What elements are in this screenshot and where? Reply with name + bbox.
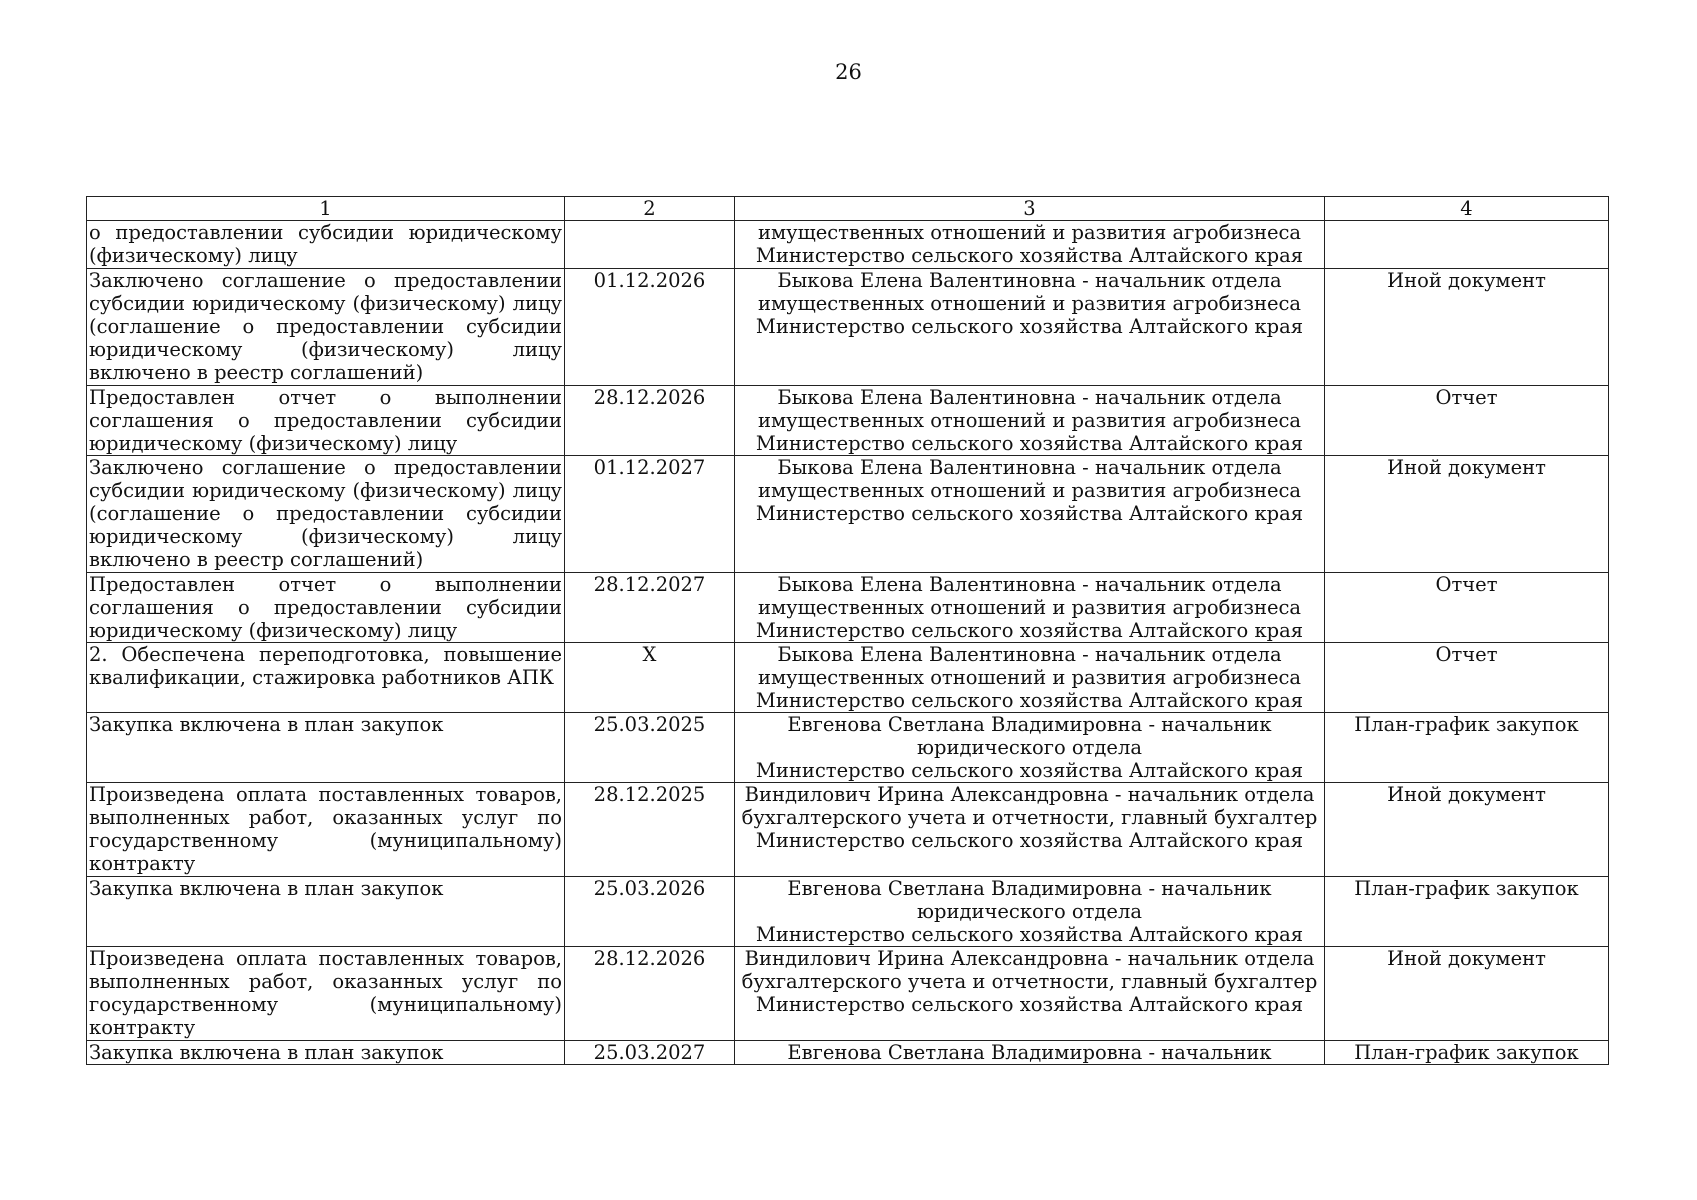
event-date: 28.12.2026 xyxy=(565,947,735,1041)
event-date: 28.12.2027 xyxy=(565,573,735,643)
event-date: Х xyxy=(565,643,735,713)
event-description: Предоставлен отчет о выполнении соглашения о предоставлении субсидии юридическому (физическому) лицу xyxy=(87,386,565,456)
event-description: Закупка включена в план закупок xyxy=(87,1041,565,1065)
document-type: План-график закупок xyxy=(1325,1041,1609,1065)
schedule-table xyxy=(86,196,1609,1065)
responsible-person: Евгенова Светлана Владимировна - начальник xyxy=(735,1041,1325,1065)
event-date: 25.03.2027 xyxy=(565,1041,735,1065)
event-date: 28.12.2025 xyxy=(565,783,735,877)
table-row xyxy=(87,456,1609,573)
responsible-person: Быкова Елена Валентиновна - начальник отдела имущественных отношений и развития агробизнеса Министерство сельского хозяйства Алтайского края xyxy=(735,456,1325,573)
document-type: Отчет xyxy=(1325,573,1609,643)
table-row xyxy=(87,573,1609,643)
header-cell-4: 4 xyxy=(1325,197,1609,221)
responsible-person: Виндилович Ирина Александровна - начальник отдела бухгалтерского учета и отчетности, главный бухгалтер Министерство сельского хозяйства Алтайского края xyxy=(735,947,1325,1041)
event-date: 25.03.2026 xyxy=(565,877,735,947)
page-number: 26 xyxy=(835,60,862,84)
event-date: 28.12.2026 xyxy=(565,386,735,456)
table-row xyxy=(87,1041,1609,1065)
event-description: Заключено соглашение о предоставлении субсидии юридическому (физическому) лицу (соглашение о предоставлении субсидии юридическому (физическому) лицу включено в реестр соглашений) xyxy=(87,456,565,573)
responsible-person: Евгенова Светлана Владимировна - начальник юридического отдела Министерство сельского хозяйства Алтайского края xyxy=(735,877,1325,947)
responsible-person: Быкова Елена Валентиновна - начальник отдела имущественных отношений и развития агробизнеса Министерство сельского хозяйства Алтайского края xyxy=(735,643,1325,713)
event-description: Заключено соглашение о предоставлении субсидии юридическому (физическому) лицу (соглашение о предоставлении субсидии юридическому (физическому) лицу включено в реестр соглашений) xyxy=(87,269,565,386)
document-type: Иной документ xyxy=(1325,947,1609,1041)
table-row xyxy=(87,221,1609,269)
table-row xyxy=(87,386,1609,456)
header-cell-1: 1 xyxy=(87,197,565,221)
event-description: Произведена оплата поставленных товаров, выполненных работ, оказанных услуг по государственному (муниципальному) контракту xyxy=(87,783,565,877)
header-cell-2: 2 xyxy=(565,197,735,221)
event-description: 2. Обеспечена переподготовка, повышение квалификации, стажировка работников АПК xyxy=(87,643,565,713)
document-type: Отчет xyxy=(1325,643,1609,713)
event-description: Закупка включена в план закупок xyxy=(87,877,565,947)
document-type: План-график закупок xyxy=(1325,877,1609,947)
responsible-person: Евгенова Светлана Владимировна - начальник юридического отдела Министерство сельского хозяйства Алтайского края xyxy=(735,713,1325,783)
document-type xyxy=(1325,221,1609,269)
event-date: 25.03.2025 xyxy=(565,713,735,783)
responsible-person: Виндилович Ирина Александровна - начальник отдела бухгалтерского учета и отчетности, главный бухгалтер Министерство сельского хозяйства Алтайского края xyxy=(735,783,1325,877)
responsible-person: имущественных отношений и развития агробизнеса Министерство сельского хозяйства Алтайского края xyxy=(735,221,1325,269)
document-type: Иной документ xyxy=(1325,456,1609,573)
event-description: о предоставлении субсидии юридическому (физическому) лицу xyxy=(87,221,565,269)
document-type: Иной документ xyxy=(1325,783,1609,877)
event-description: Закупка включена в план закупок xyxy=(87,713,565,783)
event-date: 01.12.2027 xyxy=(565,456,735,573)
table-row xyxy=(87,713,1609,783)
table-row xyxy=(87,269,1609,386)
event-description: Произведена оплата поставленных товаров, выполненных работ, оказанных услуг по государственному (муниципальному) контракту xyxy=(87,947,565,1041)
table-row xyxy=(87,877,1609,947)
document-type: План-график закупок xyxy=(1325,713,1609,783)
table-row xyxy=(87,643,1609,713)
document-type: Иной документ xyxy=(1325,269,1609,386)
responsible-person: Быкова Елена Валентиновна - начальник отдела имущественных отношений и развития агробизнеса Министерство сельского хозяйства Алтайского края xyxy=(735,269,1325,386)
event-date: 01.12.2026 xyxy=(565,269,735,386)
event-description: Предоставлен отчет о выполнении соглашения о предоставлении субсидии юридическому (физическому) лицу xyxy=(87,573,565,643)
table-header-row xyxy=(87,197,1609,221)
table-row xyxy=(87,783,1609,877)
header-cell-3: 3 xyxy=(735,197,1325,221)
event-date xyxy=(565,221,735,269)
responsible-person: Быкова Елена Валентиновна - начальник отдела имущественных отношений и развития агробизнеса Министерство сельского хозяйства Алтайского края xyxy=(735,386,1325,456)
document-type: Отчет xyxy=(1325,386,1609,456)
responsible-person: Быкова Елена Валентиновна - начальник отдела имущественных отношений и развития агробизнеса Министерство сельского хозяйства Алтайского края xyxy=(735,573,1325,643)
table-row xyxy=(87,947,1609,1041)
